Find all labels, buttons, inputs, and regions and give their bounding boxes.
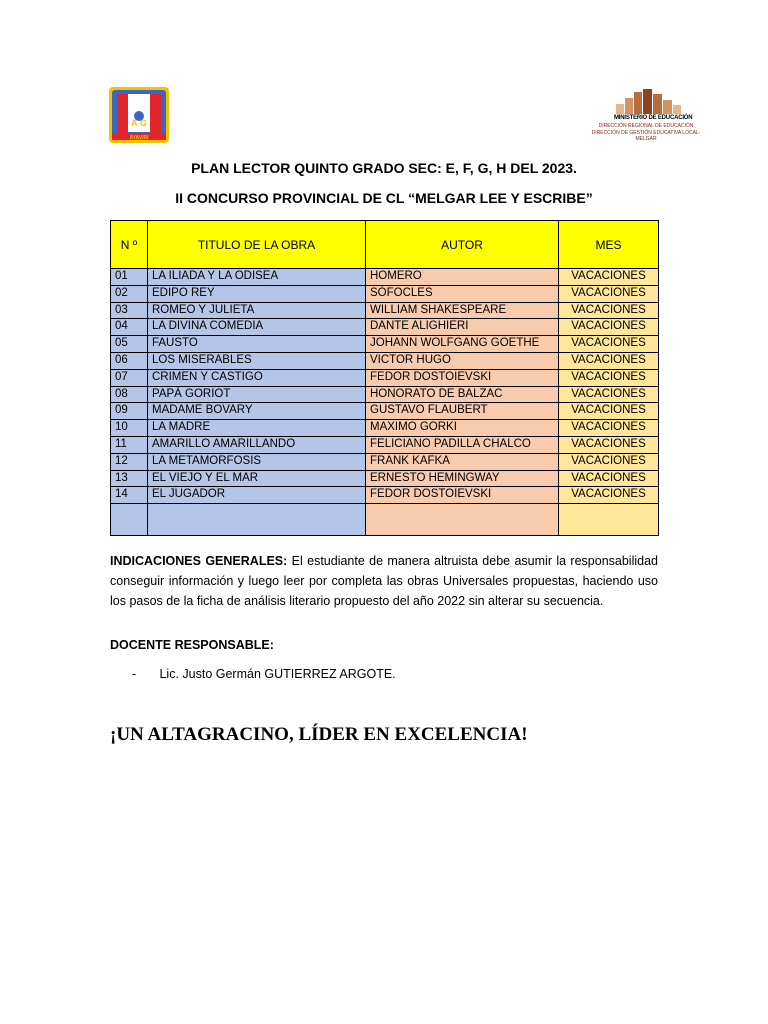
row-number: 12	[111, 453, 148, 470]
row-month-empty	[559, 504, 659, 536]
row-title: MADAME BOVARY	[148, 403, 366, 420]
table-row	[111, 336, 659, 353]
row-author: FRANK KAFKA	[366, 453, 559, 470]
row-month: VACACIONES	[559, 336, 659, 353]
row-author: DANTE ALIGHIERI	[366, 319, 559, 336]
school-crest-icon	[108, 86, 170, 144]
row-title: LA ILIADA Y LA ODISEA	[148, 269, 366, 286]
crest-top-letters: I E S	[130, 93, 148, 102]
row-month: VACACIONES	[559, 319, 659, 336]
row-number: 10	[111, 420, 148, 437]
row-title: AMARILLO AMARILLANDO	[148, 436, 366, 453]
ugel-name: DIRECCIÓN DE GESTIÓN EDUCATIVA LOCAL-MELGAR	[591, 130, 701, 142]
row-title: LA MADRE	[148, 420, 366, 437]
crest-bottom-letters: A G	[131, 118, 147, 128]
row-title: LOS MISERABLES	[148, 352, 366, 369]
row-month: VACACIONES	[559, 352, 659, 369]
row-author: VICTOR HUGO	[366, 352, 559, 369]
instructions-label: INDICACIONES GENERALES:	[110, 554, 288, 568]
row-month: VACACIONES	[559, 302, 659, 319]
table-body	[111, 269, 659, 536]
row-number: 09	[111, 403, 148, 420]
document-title: PLAN LECTOR QUINTO GRADO SEC: E, F, G, H DEL 2023.	[191, 160, 577, 176]
row-month: VACACIONES	[559, 420, 659, 437]
table-row	[111, 386, 659, 403]
row-number: 06	[111, 352, 148, 369]
row-number: 07	[111, 369, 148, 386]
row-author: HONORATO DE BALZAC	[366, 386, 559, 403]
row-author: FEDOR DOSTOIEVSKI	[366, 369, 559, 386]
row-month: VACACIONES	[559, 403, 659, 420]
row-author: WILLIAM SHAKESPEARE	[366, 302, 559, 319]
table-empty-row	[111, 504, 659, 536]
ministry-logo-icon	[582, 86, 710, 140]
dre-name: DIRECCIÓN REGIONAL DE EDUCACIÓN	[598, 123, 694, 129]
table-row	[111, 436, 659, 453]
table-row	[111, 420, 659, 437]
row-number: 04	[111, 319, 148, 336]
header-month: MES	[559, 221, 659, 269]
row-number: 05	[111, 336, 148, 353]
row-author: HOMERO	[366, 269, 559, 286]
teacher-name: Lic. Justo Germán GUTIERREZ ARGOTE.	[159, 667, 396, 681]
row-number: 14	[111, 487, 148, 504]
header-number: N º	[111, 221, 148, 269]
row-title: EL VIEJO Y EL MAR	[148, 470, 366, 487]
row-title: PAPÀ GORIOT	[148, 386, 366, 403]
row-author: JOHANN WOLFGANG GOETHE	[366, 336, 559, 353]
teacher-item	[132, 667, 396, 681]
header-title: TITULO DE LA OBRA	[148, 221, 366, 269]
table-row	[111, 269, 659, 286]
row-title: LA DIVINA COMEDIA	[148, 319, 366, 336]
table-row	[111, 369, 659, 386]
table-row	[111, 453, 659, 470]
row-month: VACACIONES	[559, 369, 659, 386]
row-author: FELICIANO PADILLA CHALCO	[366, 436, 559, 453]
row-author: FEDOR DOSTOIEVSKI	[366, 487, 559, 504]
row-author: MAXIMO GORKI	[366, 420, 559, 437]
row-title-empty	[148, 504, 366, 536]
row-number: 11	[111, 436, 148, 453]
row-author-empty	[366, 504, 559, 536]
row-title: CRIMEN Y CASTIGO	[148, 369, 366, 386]
row-author: SÒFOCLES	[366, 285, 559, 302]
row-title: LA METAMORFOSIS	[148, 453, 366, 470]
row-month: VACACIONES	[559, 436, 659, 453]
header-author: AUTOR	[366, 221, 559, 269]
crest-band-text: AYAVIRI	[129, 135, 149, 141]
row-number: 03	[111, 302, 148, 319]
instructions-text: El estudiante de manera altruista debe asumir la responsabilidad conseguir información y luego leer por completa las obras Universales propuestas, haciendo uso los pasos de la ficha de análisis literario propuesto del año 2022 sin alterar su secuencia.	[110, 554, 658, 608]
row-title: EL JUGADOR	[148, 487, 366, 504]
row-month: VACACIONES	[559, 386, 659, 403]
table-row	[111, 487, 659, 504]
row-month: VACACIONES	[559, 470, 659, 487]
table-row	[111, 403, 659, 420]
table-row	[111, 352, 659, 369]
ministry-name: MINISTERIO DE EDUCACIÓN	[614, 115, 693, 121]
row-month: VACACIONES	[559, 269, 659, 286]
table-row	[111, 319, 659, 336]
row-number-empty	[111, 504, 148, 536]
contest-title: II CONCURSO PROVINCIAL DE CL “MELGAR LEE Y ESCRIBE”	[175, 190, 593, 206]
row-author: ERNESTO HEMINGWAY	[366, 470, 559, 487]
row-number: 08	[111, 386, 148, 403]
general-instructions	[110, 551, 658, 611]
reading-plan-table	[110, 220, 659, 536]
table-header-row	[111, 221, 659, 269]
row-number: 01	[111, 269, 148, 286]
row-author: GUSTAVO FLAUBERT	[366, 403, 559, 420]
row-title: FAUSTO	[148, 336, 366, 353]
row-month: VACACIONES	[559, 453, 659, 470]
table-row	[111, 302, 659, 319]
school-motto: ¡UN ALTAGRACINO, LÍDER EN EXCELENCIA!	[110, 724, 528, 745]
table-row	[111, 470, 659, 487]
teacher-label: DOCENTE RESPONSABLE:	[110, 638, 274, 652]
table-row	[111, 285, 659, 302]
row-number: 13	[111, 470, 148, 487]
row-title: EDIPO REY	[148, 285, 366, 302]
row-month: VACACIONES	[559, 285, 659, 302]
bullet-dash: -	[132, 667, 137, 681]
row-title: ROMEO Y JULIETA	[148, 302, 366, 319]
row-number: 02	[111, 285, 148, 302]
row-month: VACACIONES	[559, 487, 659, 504]
